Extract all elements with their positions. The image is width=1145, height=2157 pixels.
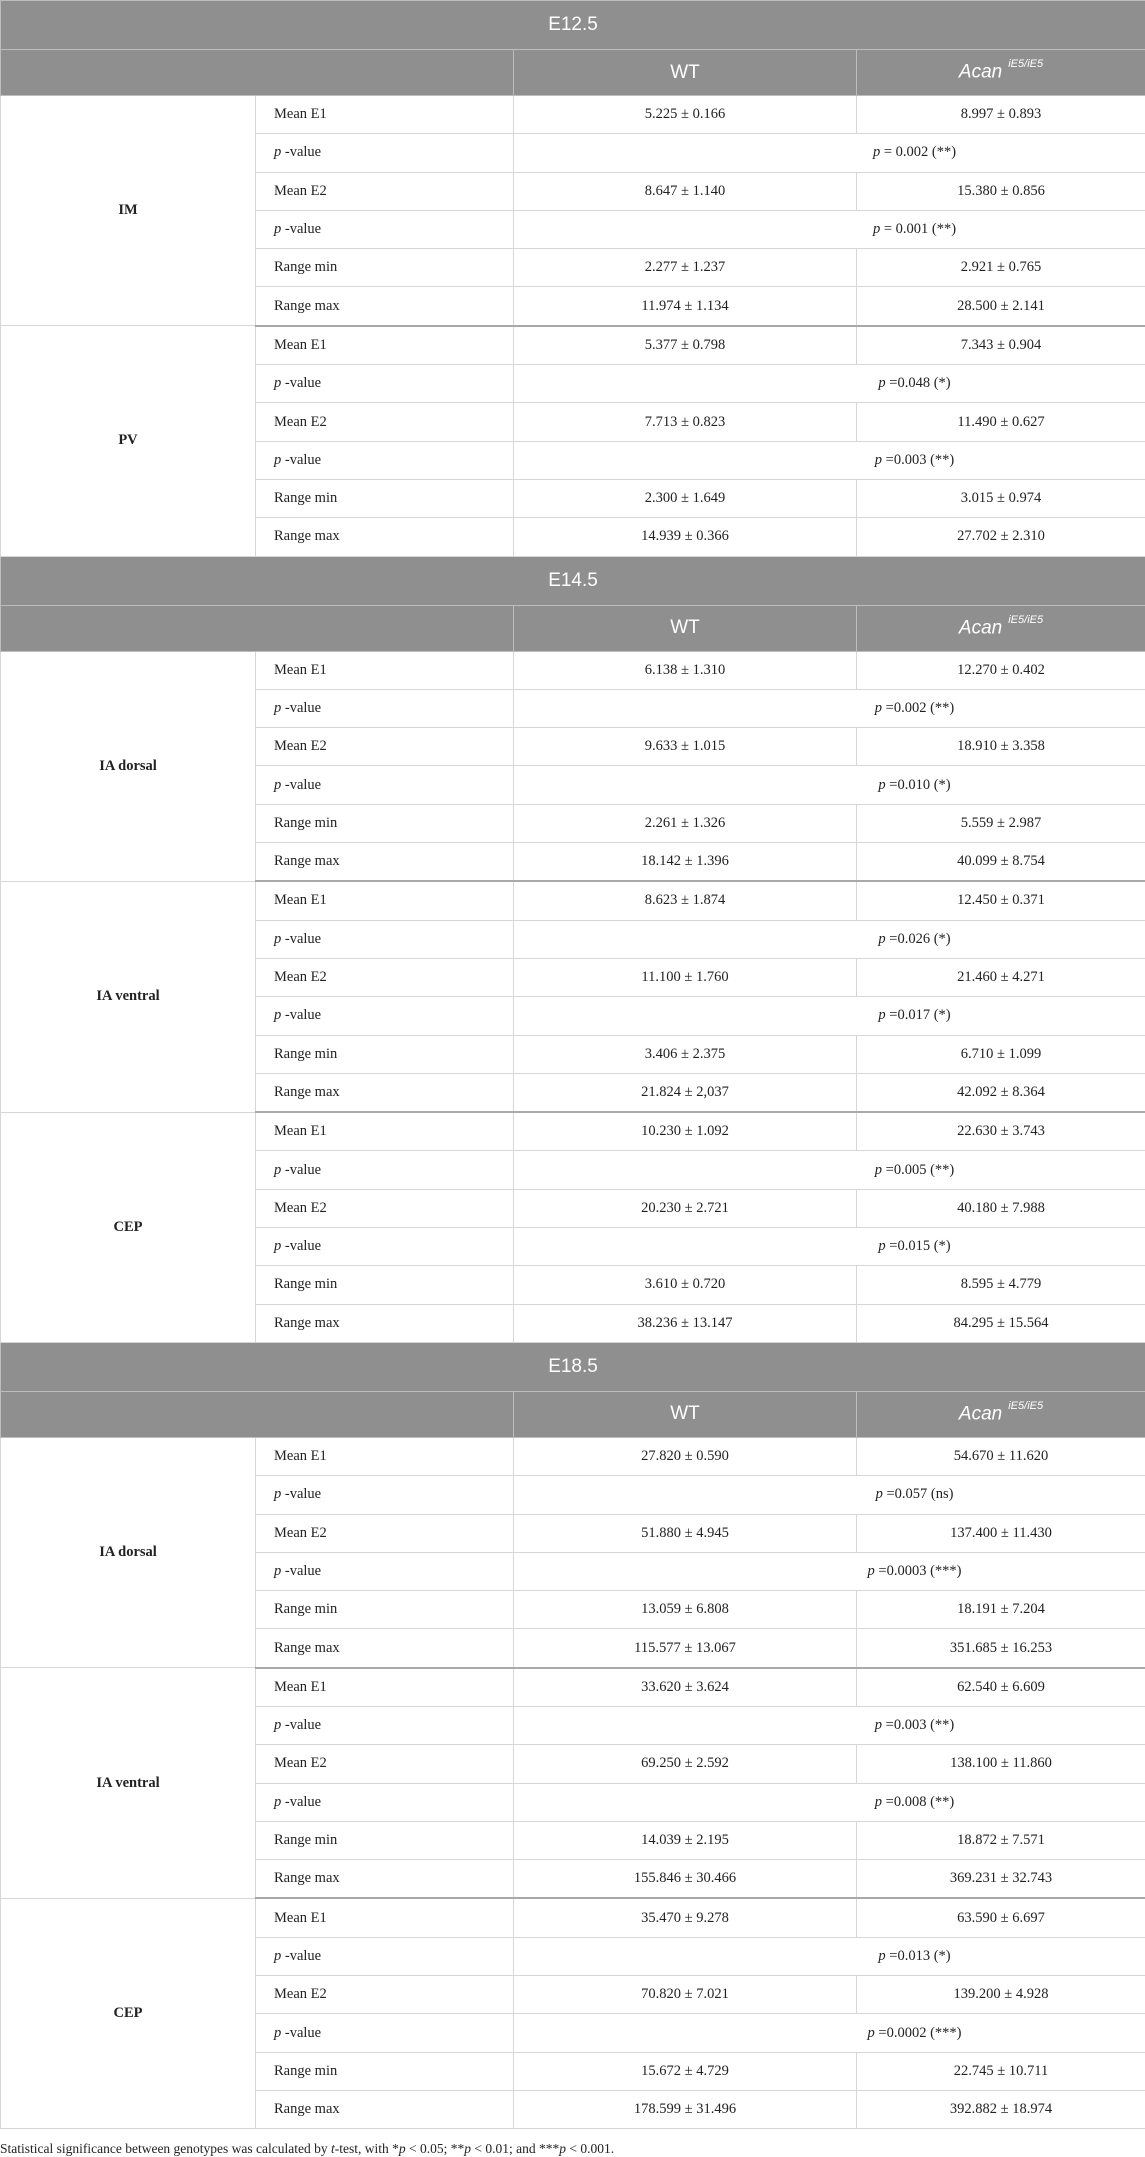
group-label: IA ventral [1,1668,256,1899]
group-label: CEP [1,1898,256,2128]
p-value-label [256,441,514,479]
wt-value: 115.577 ± 13.067 [514,1629,857,1668]
p-value-label [256,365,514,403]
group-label: CEP [1,1112,256,1342]
acan-value: 351.685 ± 16.253 [857,1629,1145,1668]
section-title: E18.5 [1,1342,1145,1391]
p-value [514,997,1145,1035]
p-value-label [256,1228,514,1266]
p-value-label [256,1937,514,1975]
p-value [514,134,1145,172]
p-label-text: -value [285,777,321,793]
p-symbol: p [274,777,281,793]
p-value-text: = 0.001 (**) [884,221,956,237]
p-value-label [256,920,514,958]
header-acan-name: Acan [959,1404,1002,1425]
acan-value: 63.590 ± 6.697 [857,1898,1145,1937]
p-value [514,210,1145,248]
p-value-label [256,766,514,804]
p-symbol: p [274,1162,281,1178]
wt-value: 5.377 ± 0.798 [514,326,857,365]
acan-value: 22.630 ± 3.743 [857,1112,1145,1151]
table-row [1,1112,1145,1151]
wt-value: 14.039 ± 2.195 [514,1821,857,1859]
acan-value: 12.450 ± 0.371 [857,881,1145,920]
acan-value: 5.559 ± 2.987 [857,804,1145,842]
p-symbol: p [274,1794,281,1810]
p-value [514,2014,1145,2052]
header-blank [1,605,514,651]
acan-value: 22.745 ± 10.711 [857,2052,1145,2090]
acan-value: 3.015 ± 0.974 [857,479,1145,517]
acan-value: 7.343 ± 0.904 [857,326,1145,365]
p-symbol: p [876,1486,883,1502]
p-symbol: p [878,375,885,391]
p-label-text: -value [285,1007,321,1023]
row-label: Mean E2 [256,1514,514,1552]
p-value-label [256,2014,514,2052]
p-value-text: =0.002 (**) [886,700,955,716]
row-label: Mean E2 [256,172,514,210]
row-label: Mean E2 [256,1745,514,1783]
wt-value: 35.470 ± 9.278 [514,1898,857,1937]
acan-value: 8.997 ± 0.893 [857,96,1145,134]
wt-value: 5.225 ± 0.166 [514,96,857,134]
header-acan-genotype: iE5/iE5 [1008,58,1043,70]
acan-value: 137.400 ± 11.430 [857,1514,1145,1552]
wt-value: 14.939 ± 0.366 [514,518,857,556]
p-label-text: -value [285,700,321,716]
p-value-label [256,134,514,172]
wt-value: 13.059 ± 6.808 [514,1591,857,1629]
p-value [514,1937,1145,1975]
wt-value: 51.880 ± 4.945 [514,1514,857,1552]
p-label-text: -value [285,1948,321,1964]
wt-value: 11.974 ± 1.134 [514,287,857,326]
header-wt: WT [514,1391,857,1437]
header-acan [857,1391,1145,1437]
p-symbol: p [878,931,885,947]
p-symbol: p [274,1007,281,1023]
p-value [514,365,1145,403]
wt-value: 7.713 ± 0.823 [514,403,857,441]
header-blank [1,1391,514,1437]
table-row [1,326,1145,365]
acan-value: 40.180 ± 7.988 [857,1189,1145,1227]
acan-value: 42.092 ± 8.364 [857,1073,1145,1112]
wt-value: 6.138 ± 1.310 [514,651,857,689]
row-label: Range min [256,1821,514,1859]
p-label-text: -value [285,452,321,468]
p-symbol: p [274,375,281,391]
row-label: Mean E1 [256,651,514,689]
row-label: Mean E2 [256,1189,514,1227]
row-label: Range min [256,1591,514,1629]
acan-value: 12.270 ± 0.402 [857,651,1145,689]
wt-value: 21.824 ± 2,037 [514,1073,857,1112]
group-label: PV [1,326,256,556]
wt-value: 18.142 ± 1.396 [514,843,857,882]
group-label: IA dorsal [1,651,256,881]
p-value-text: =0.003 (**) [886,452,955,468]
table-row [1,96,1145,134]
p-value-label [256,210,514,248]
p-value-text: =0.017 (*) [889,1007,950,1023]
header-acan-genotype: iE5/iE5 [1008,1400,1043,1412]
wt-value: 69.250 ± 2.592 [514,1745,857,1783]
p-label-text: -value [285,375,321,391]
p-symbol: p [875,452,882,468]
row-label: Mean E1 [256,1437,514,1475]
p-value [514,1783,1145,1821]
acan-value: 62.540 ± 6.609 [857,1668,1145,1707]
p-symbol: p [875,1162,882,1178]
section-title: E12.5 [1,1,1145,50]
p-label-text: -value [285,1794,321,1810]
group-label: IA dorsal [1,1437,256,1667]
wt-value: 2.277 ± 1.237 [514,249,857,287]
acan-value: 138.100 ± 11.860 [857,1745,1145,1783]
group-label: IA ventral [1,881,256,1112]
p-symbol: p [274,1563,281,1579]
header-blank [1,50,514,96]
section-header-row [1,1,1145,50]
header-acan-name: Acan [959,617,1002,638]
wt-value: 178.599 ± 31.496 [514,2090,857,2128]
p-value-text: = 0.002 (**) [884,144,956,160]
p-value-label [256,1783,514,1821]
table-row [1,881,1145,920]
row-label: Mean E2 [256,1976,514,2014]
row-label: Mean E1 [256,96,514,134]
p-value-text: =0.003 (**) [886,1717,955,1733]
column-header-row [1,50,1145,96]
p-symbol: p [274,931,281,947]
row-label: Mean E1 [256,1668,514,1707]
row-label: Mean E2 [256,958,514,996]
acan-value: 21.460 ± 4.271 [857,958,1145,996]
row-label: Mean E1 [256,881,514,920]
p-symbol: p [868,2025,875,2041]
p-value-label [256,1552,514,1590]
table-row [1,1668,1145,1707]
wt-value: 15.672 ± 4.729 [514,2052,857,2090]
row-label: Range max [256,843,514,882]
acan-value: 6.710 ± 1.099 [857,1035,1145,1073]
p-symbol: p [274,1717,281,1733]
section-header-row [1,1342,1145,1391]
p-symbol: p [274,452,281,468]
p-symbol: p [274,1948,281,1964]
acan-value: 139.200 ± 4.928 [857,1976,1145,2014]
p-value [514,1706,1145,1744]
section-title: E14.5 [1,556,1145,605]
acan-value: 2.921 ± 0.765 [857,249,1145,287]
wt-value: 27.820 ± 0.590 [514,1437,857,1475]
p-symbol: p [274,1486,281,1502]
row-label: Range max [256,518,514,556]
header-wt: WT [514,605,857,651]
acan-value: 15.380 ± 0.856 [857,172,1145,210]
p-value [514,689,1145,727]
acan-value: 369.231 ± 32.743 [857,1860,1145,1899]
row-label: Mean E1 [256,1112,514,1151]
p-symbol: p [878,1007,885,1023]
p-symbol: p [875,700,882,716]
p-label-text: -value [285,221,321,237]
header-acan [857,605,1145,651]
row-label: Range min [256,2052,514,2090]
p-symbol: p [878,1238,885,1254]
row-label: Range max [256,1304,514,1342]
wt-value: 2.261 ± 1.326 [514,804,857,842]
p-symbol: p [875,1794,882,1810]
p-value-text: =0.005 (**) [886,1162,955,1178]
p-value-text: =0.0003 (***) [878,1563,961,1579]
group-label: IM [1,96,256,326]
acan-value: 8.595 ± 4.779 [857,1266,1145,1304]
p-value-text: =0.026 (*) [889,931,950,947]
p-value [514,766,1145,804]
row-label: Range max [256,1629,514,1668]
row-label: Range min [256,479,514,517]
p-symbol: p [274,700,281,716]
p-symbol: p [878,1948,885,1964]
row-label: Mean E2 [256,728,514,766]
p-value-label [256,689,514,727]
table-row [1,651,1145,689]
row-label: Range min [256,1035,514,1073]
p-label-text: -value [285,931,321,947]
wt-value: 11.100 ± 1.760 [514,958,857,996]
acan-value: 11.490 ± 0.627 [857,403,1145,441]
p-symbol: p [274,221,281,237]
acan-value: 18.191 ± 7.204 [857,1591,1145,1629]
table-row [1,1437,1145,1475]
wt-value: 2.300 ± 1.649 [514,479,857,517]
p-symbol: p [878,777,885,793]
wt-value: 8.647 ± 1.140 [514,172,857,210]
p-label-text: -value [285,1238,321,1254]
row-label: Range min [256,249,514,287]
acan-value: 84.295 ± 15.564 [857,1304,1145,1342]
row-label: Range min [256,1266,514,1304]
p-value [514,1151,1145,1189]
p-value-label [256,1476,514,1514]
p-symbol: p [875,1717,882,1733]
p-label-text: -value [285,1486,321,1502]
header-acan-genotype: iE5/iE5 [1008,614,1043,626]
p-value-label [256,997,514,1035]
p-value [514,1228,1145,1266]
header-acan [857,50,1145,96]
p-label-text: -value [285,1717,321,1733]
acan-value: 392.882 ± 18.974 [857,2090,1145,2128]
p-label-text: -value [285,1563,321,1579]
p-value-text: =0.013 (*) [889,1948,950,1964]
p-value-text: =0.048 (*) [889,375,950,391]
p-symbol: p [873,221,880,237]
p-symbol: p [868,1563,875,1579]
wt-value: 10.230 ± 1.092 [514,1112,857,1151]
p-symbol: p [274,144,281,160]
header-wt: WT [514,50,857,96]
p-value [514,441,1145,479]
column-header-row [1,1391,1145,1437]
p-value [514,1552,1145,1590]
wt-value: 33.620 ± 3.624 [514,1668,857,1707]
p-value-label [256,1706,514,1744]
wt-value: 70.820 ± 7.021 [514,1976,857,2014]
acan-value: 28.500 ± 2.141 [857,287,1145,326]
column-header-row [1,605,1145,651]
row-label: Mean E1 [256,1898,514,1937]
table-footnote: Statistical significance between genotypes was calculated by t-test, with *p < 0.05; **p < 0.01; and ***p < 0.001. [0,2141,1145,2157]
acan-value: 18.872 ± 7.571 [857,1821,1145,1859]
table-row [1,1898,1145,1937]
p-symbol: p [274,1238,281,1254]
header-acan-name: Acan [959,62,1002,83]
row-label: Mean E2 [256,403,514,441]
row-label: Range max [256,287,514,326]
p-label-text: -value [285,2025,321,2041]
row-label: Range max [256,1073,514,1112]
section-header-row [1,556,1145,605]
row-label: Mean E1 [256,326,514,365]
p-value [514,920,1145,958]
p-symbol: p [274,2025,281,2041]
wt-value: 20.230 ± 2.721 [514,1189,857,1227]
acan-value: 18.910 ± 3.358 [857,728,1145,766]
p-symbol: p [873,144,880,160]
wt-value: 3.406 ± 2.375 [514,1035,857,1073]
p-value [514,1476,1145,1514]
p-value-text: =0.010 (*) [889,777,950,793]
p-value-text: =0.0002 (***) [878,2025,961,2041]
wt-value: 38.236 ± 13.147 [514,1304,857,1342]
p-value-text: =0.015 (*) [889,1238,950,1254]
wt-value: 3.610 ± 0.720 [514,1266,857,1304]
row-label: Range min [256,804,514,842]
row-label: Range max [256,1860,514,1899]
p-label-text: -value [285,1162,321,1178]
p-label-text: -value [285,144,321,160]
row-label: Range max [256,2090,514,2128]
p-value-text: =0.008 (**) [886,1794,955,1810]
acan-value: 40.099 ± 8.754 [857,843,1145,882]
acan-value: 54.670 ± 11.620 [857,1437,1145,1475]
wt-value: 8.623 ± 1.874 [514,881,857,920]
acan-value: 27.702 ± 2.310 [857,518,1145,556]
p-value-label [256,1151,514,1189]
wt-value: 9.633 ± 1.015 [514,728,857,766]
p-value-text: =0.057 (ns) [886,1486,953,1502]
wt-value: 155.846 ± 30.466 [514,1860,857,1899]
